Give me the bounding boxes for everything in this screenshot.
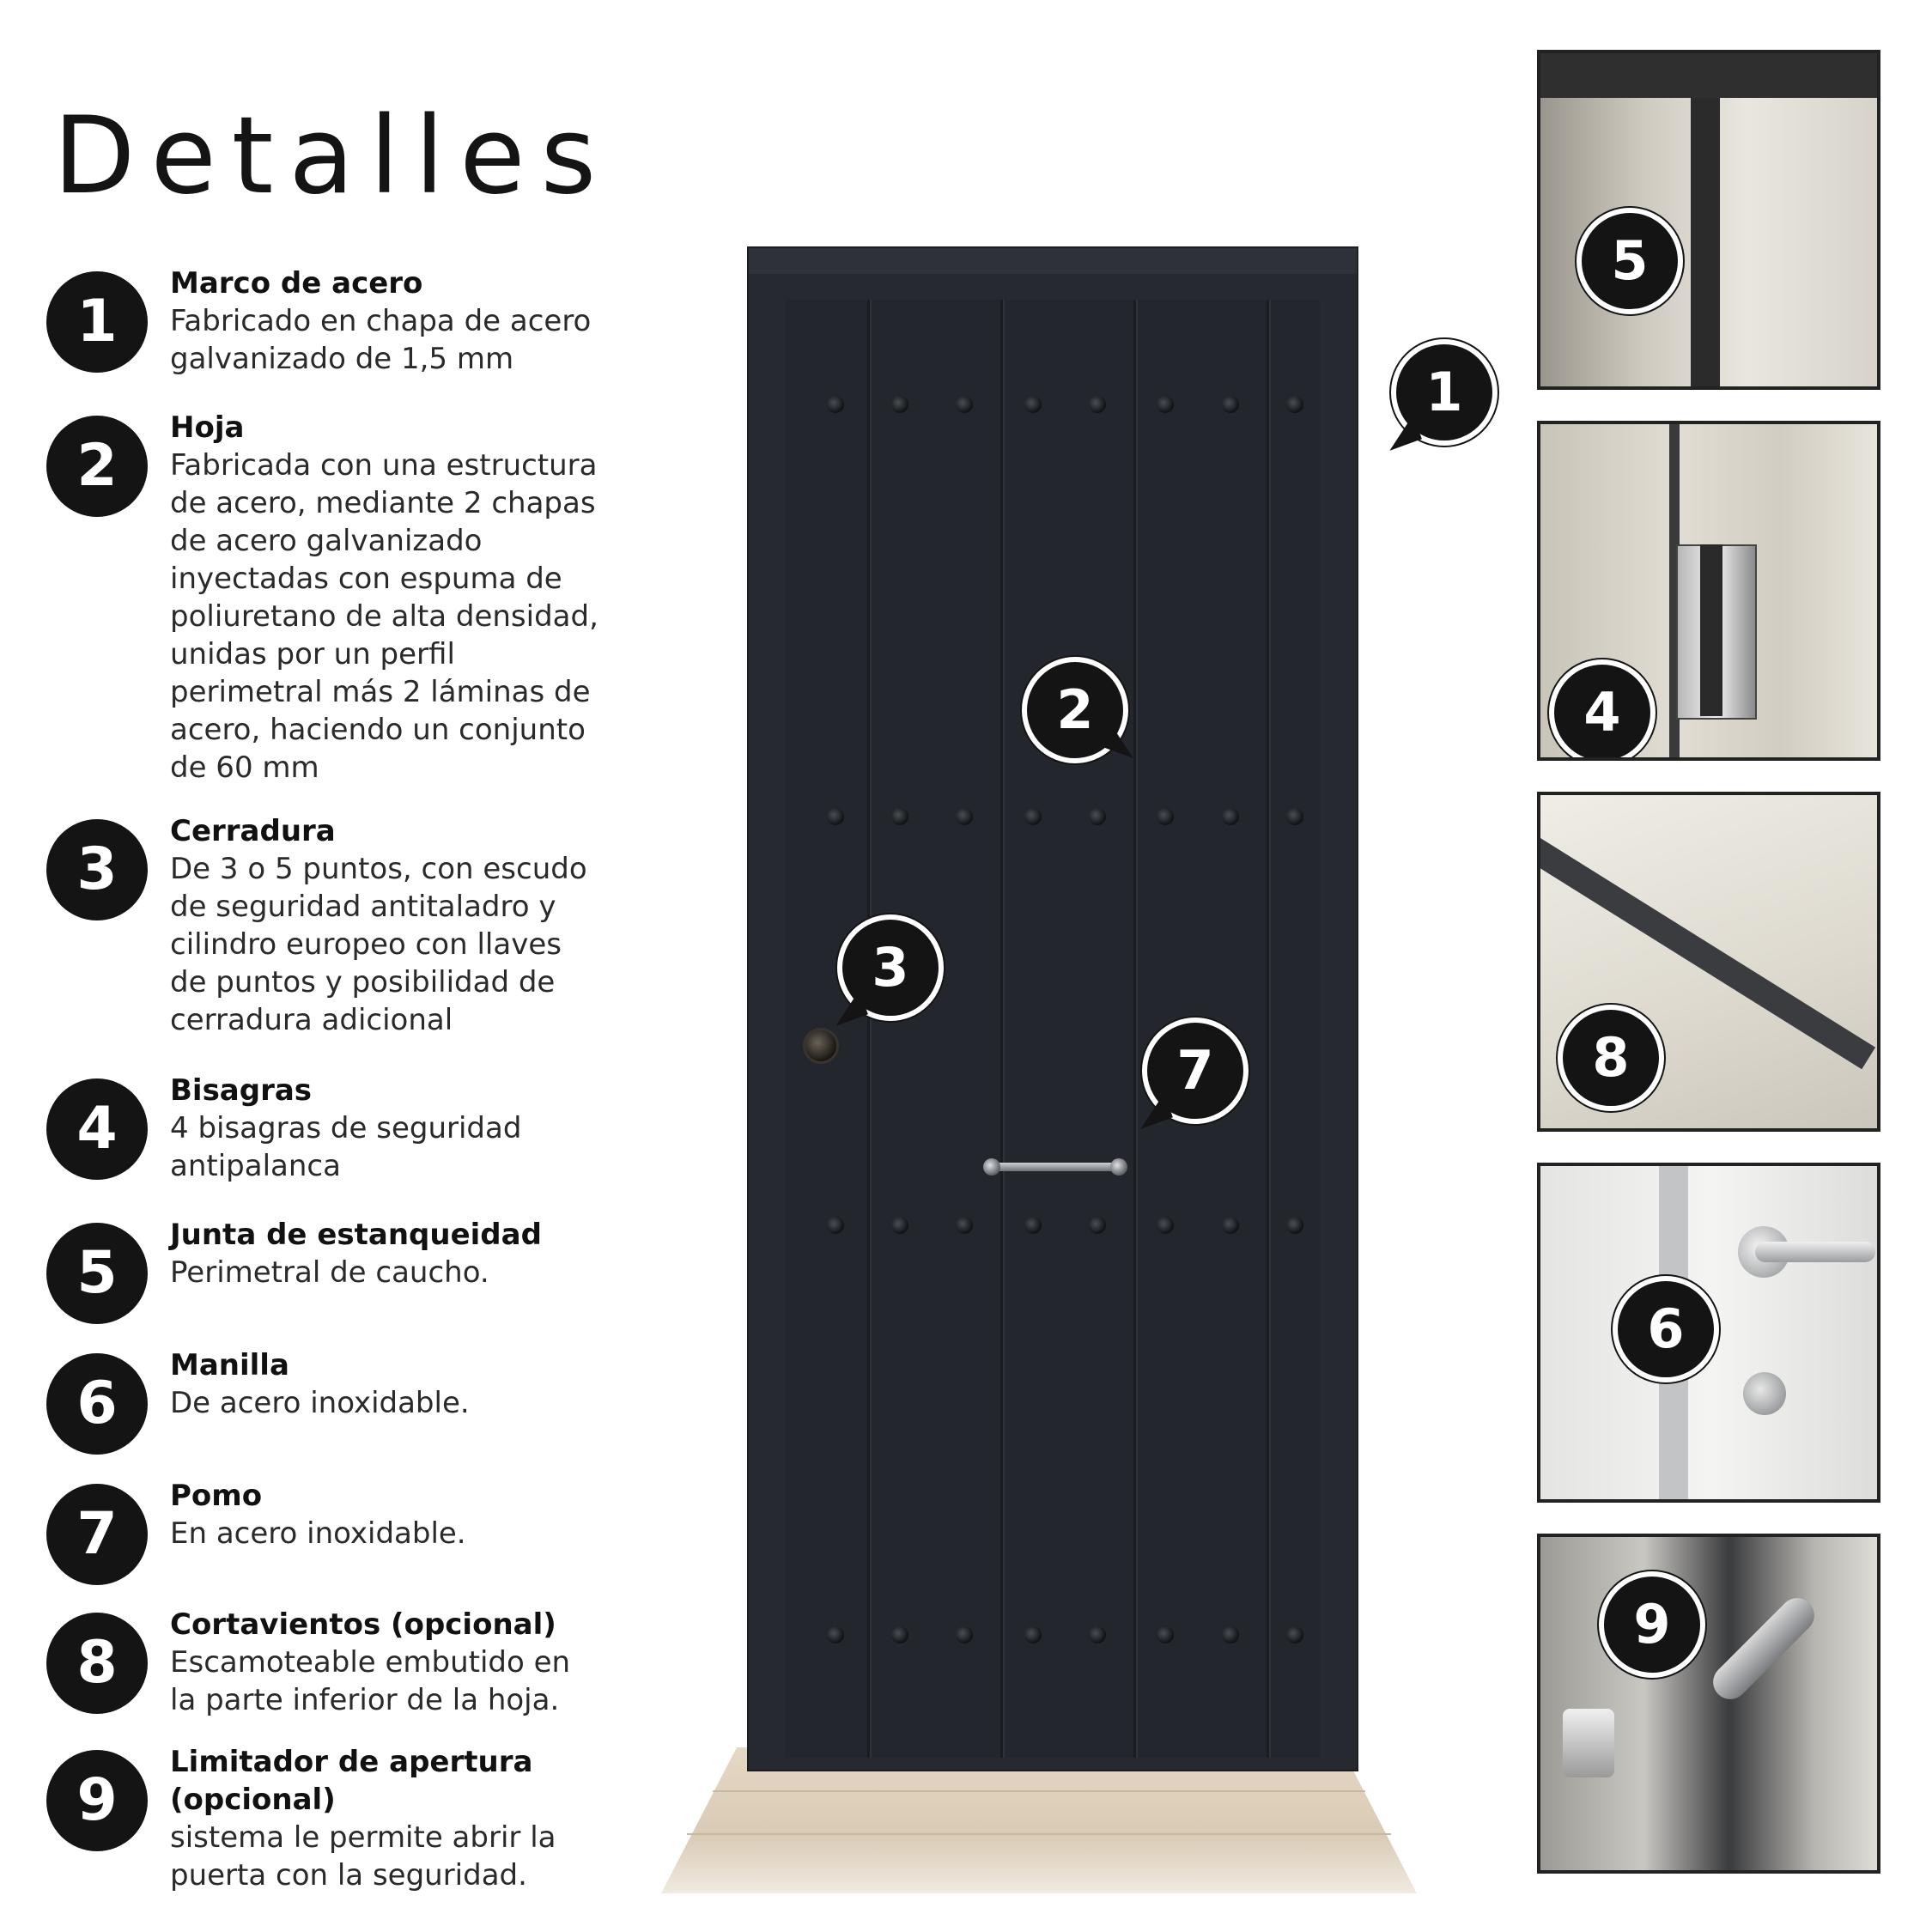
feature-title: Manilla <box>170 1348 289 1382</box>
floor-joint <box>687 1833 1391 1835</box>
feature-title: Cortavientos (opcional) <box>170 1607 556 1642</box>
door-leaf <box>786 300 1320 1758</box>
stud <box>956 1217 973 1234</box>
feature-title: Limitador de apertura (opcional) <box>170 1745 533 1817</box>
stud <box>1024 1217 1042 1234</box>
callout-7: 7 <box>1142 1018 1249 1124</box>
stud <box>1157 1626 1174 1643</box>
frame-header <box>749 248 1357 274</box>
number-badge: 7 <box>46 1484 148 1585</box>
stud <box>1222 1626 1239 1643</box>
photo-badge-6: 6 <box>1613 1276 1719 1382</box>
stud <box>1222 1217 1239 1234</box>
stud <box>1286 1217 1303 1234</box>
lock-cylinder <box>1743 1372 1786 1415</box>
detail-photo-limiter <box>1537 1534 1880 1874</box>
feature-title: Pomo <box>170 1479 263 1513</box>
number-badge: 9 <box>46 1750 148 1851</box>
feature-title: Junta de estanqueidad <box>170 1218 542 1252</box>
hinge-pin <box>1700 544 1722 716</box>
feature-description: Perimetral de caucho. <box>170 1255 489 1290</box>
photo-badge-9: 9 <box>1599 1571 1705 1678</box>
stud <box>1157 1217 1174 1234</box>
callout-1: 1 <box>1391 339 1498 446</box>
detail-photo-draft-excluder <box>1537 792 1880 1132</box>
panel-groove <box>1000 300 1003 1758</box>
stud <box>891 1626 908 1643</box>
stud <box>827 808 844 825</box>
feature-title: Bisagras <box>170 1073 313 1108</box>
number-badge: 4 <box>46 1078 148 1180</box>
photo-badge-5: 5 <box>1577 208 1683 314</box>
floor-joint <box>713 1790 1365 1792</box>
limiter-catch <box>1563 1709 1614 1777</box>
stud <box>1024 808 1042 825</box>
stud <box>1089 396 1106 413</box>
detail-photo-gasket <box>1537 50 1880 390</box>
stud <box>891 808 908 825</box>
feature-description: De acero inoxidable. <box>170 1386 470 1420</box>
stud <box>956 396 973 413</box>
stud <box>1089 808 1106 825</box>
stud <box>1157 808 1174 825</box>
stud <box>827 1626 844 1643</box>
stud <box>1089 1217 1106 1234</box>
callout-3: 3 <box>837 914 944 1021</box>
feature-description: 4 bisagras de seguridad antipalanca <box>170 1111 522 1183</box>
callout-2: 2 <box>1022 657 1128 763</box>
feature-description: sistema le permite abrir la puerta con la seguridad. <box>170 1820 556 1893</box>
feature-description: En acero inoxidable. <box>170 1516 466 1551</box>
stud <box>1089 1626 1106 1643</box>
feature-description: De 3 o 5 puntos, con escudo de seguridad antitaladro y cilindro europeo con llaves de puntos y posibilidad de cerradura adicional <box>170 852 587 1037</box>
feature-title: Hoja <box>170 410 245 445</box>
pull-handle-end <box>983 1158 1000 1176</box>
feature-title: Marco de acero <box>170 266 423 301</box>
pull-handle-end <box>1110 1158 1127 1176</box>
number-badge: 6 <box>46 1353 148 1455</box>
stud <box>956 1626 973 1643</box>
stud <box>891 1217 908 1234</box>
handle-lever <box>1755 1242 1875 1262</box>
stud <box>1286 1626 1303 1643</box>
stud <box>1024 1626 1042 1643</box>
stud <box>891 396 908 413</box>
panel-groove <box>867 300 870 1758</box>
photo-badge-8: 8 <box>1558 1005 1664 1111</box>
photo-background <box>1540 1537 1880 1874</box>
panel-groove <box>1133 300 1136 1758</box>
photo-badge-4: 4 <box>1549 659 1656 761</box>
number-badge: 2 <box>46 416 148 517</box>
number-badge: 8 <box>46 1613 148 1714</box>
door-knob <box>803 1028 839 1064</box>
stud <box>827 1217 844 1234</box>
stud <box>1222 808 1239 825</box>
door-illustration <box>653 245 1463 1928</box>
stud <box>956 808 973 825</box>
feature-description: Fabricado en chapa de acero galvanizado de 1,5 mm <box>170 304 592 376</box>
detail-photo-hinge <box>1537 421 1880 761</box>
detail-photo-handle <box>1537 1163 1880 1503</box>
rubber-gasket <box>1540 53 1880 98</box>
stud <box>827 396 844 413</box>
number-badge: 1 <box>46 271 148 373</box>
stud <box>1157 396 1174 413</box>
stud <box>1286 808 1303 825</box>
number-badge: 3 <box>46 819 148 920</box>
feature-title: Cerradura <box>170 814 336 848</box>
page-title: Detalles <box>53 94 612 218</box>
stud <box>1024 396 1042 413</box>
stud <box>1222 396 1239 413</box>
stud <box>1286 396 1303 413</box>
pull-handle <box>990 1163 1119 1171</box>
feature-description: Escamoteable embutido en la parte inferior de la hoja. <box>170 1645 571 1717</box>
panel-groove <box>1267 300 1269 1758</box>
rubber-gasket <box>1691 53 1720 390</box>
number-badge: 5 <box>46 1223 148 1324</box>
feature-description: Fabricada con una estructura de acero, mediante 2 chapas de acero galvanizado inyectadas con espuma de poliuretano de alta densidad, unidas por un perfil perimetral más 2 láminas de acero, haciendo un conjunto de 60 mm <box>170 448 598 785</box>
